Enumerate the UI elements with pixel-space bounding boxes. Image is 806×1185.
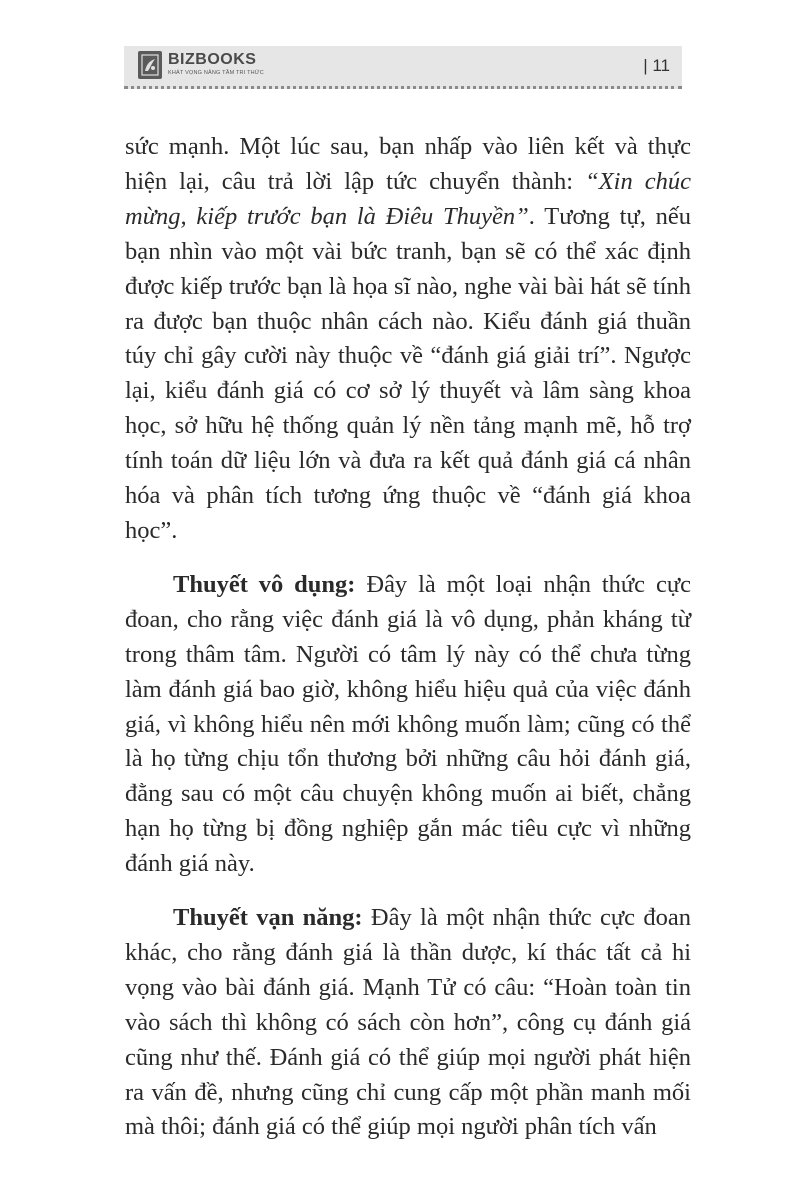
paragraph-2-text: Đây là một loại nhận thức cực đoan, cho rằng việc đánh giá là vô dụng, phản kháng từ trong thâm tâm. Người có tâm lý này có thể chưa từng làm đánh giá bao giờ, không hiểu hiệu quả của việc đánh giá, vì không hiểu nên mới không muốn làm; cũng có thể là họ từng chịu tổn thương bởi những câu hỏi đánh giá, đằng sau có một câu chuyện không muốn ai biết, chẳng hạn họ từng bị đồng nghiệp gắn mác tiêu cực vì những đánh giá này. xyxy=(125,570,691,878)
page-header xyxy=(124,46,682,89)
page-body xyxy=(125,130,691,1145)
paragraph-3 xyxy=(125,901,691,1145)
paragraph-2 xyxy=(125,568,691,882)
paragraph-2-term: Thuyết vô dụng: xyxy=(173,570,356,598)
paragraph-1-quote: “Xin chúc mừng, kiếp trước bạn là Điêu Thuyền” xyxy=(125,167,691,230)
paragraph-3-text: Đây là một nhận thức cực đoan khác, cho rằng đánh giá là thần dược, kí thác tất cả hi vọng vào bài đánh giá. Mạnh Tử có câu: “Hoàn toàn tin vào sách thì không có sách còn hơn”, công cụ đánh giá cũng như thế. Đánh giá có thể giúp mọi người phát hiện ra vấn đề, nhưng cũng chỉ cung cấp một phần manh mối mà thôi; đánh giá có thể giúp mọi người phân tích vấn xyxy=(125,904,691,1141)
paragraph-1-text-start: sức mạnh. Một lúc sau, bạn nhấp vào liên kết và thực hiện lại, câu trả lời lập tức chuyển thành: xyxy=(125,133,691,195)
paragraph-1 xyxy=(125,130,691,549)
page-number: | 11 xyxy=(643,56,670,75)
brand-tagline: KHÁT VỌNG NÂNG TẦM TRI THỨC xyxy=(168,70,264,76)
brand-name: BIZBOOKS xyxy=(168,51,257,68)
paragraph-1-text-end: . Tương tự, nếu bạn nhìn vào một vài bức tranh, bạn sẽ có thể xác định được kiếp trước bạn là họa sĩ nào, nghe vài bài hát sẽ tính ra được bạn thuộc nhân cách nào. Kiểu đánh giá thuần túy chỉ gây cười này thuộc về “đánh giá giải trí”. Ngược lại, kiểu đánh giá có cơ sở lý thuyết và lâm sàng khoa học, sở hữu hệ thống quản lý nền tảng mạnh mẽ, hỗ trợ tính toán dữ liệu lớn và đưa ra kết quả đánh giá cá nhân hóa và phân tích tương ứng thuộc về “đánh giá khoa học”. xyxy=(125,202,691,544)
paragraph-3-term: Thuyết vạn năng: xyxy=(173,904,363,932)
book-logo-icon xyxy=(138,51,162,79)
